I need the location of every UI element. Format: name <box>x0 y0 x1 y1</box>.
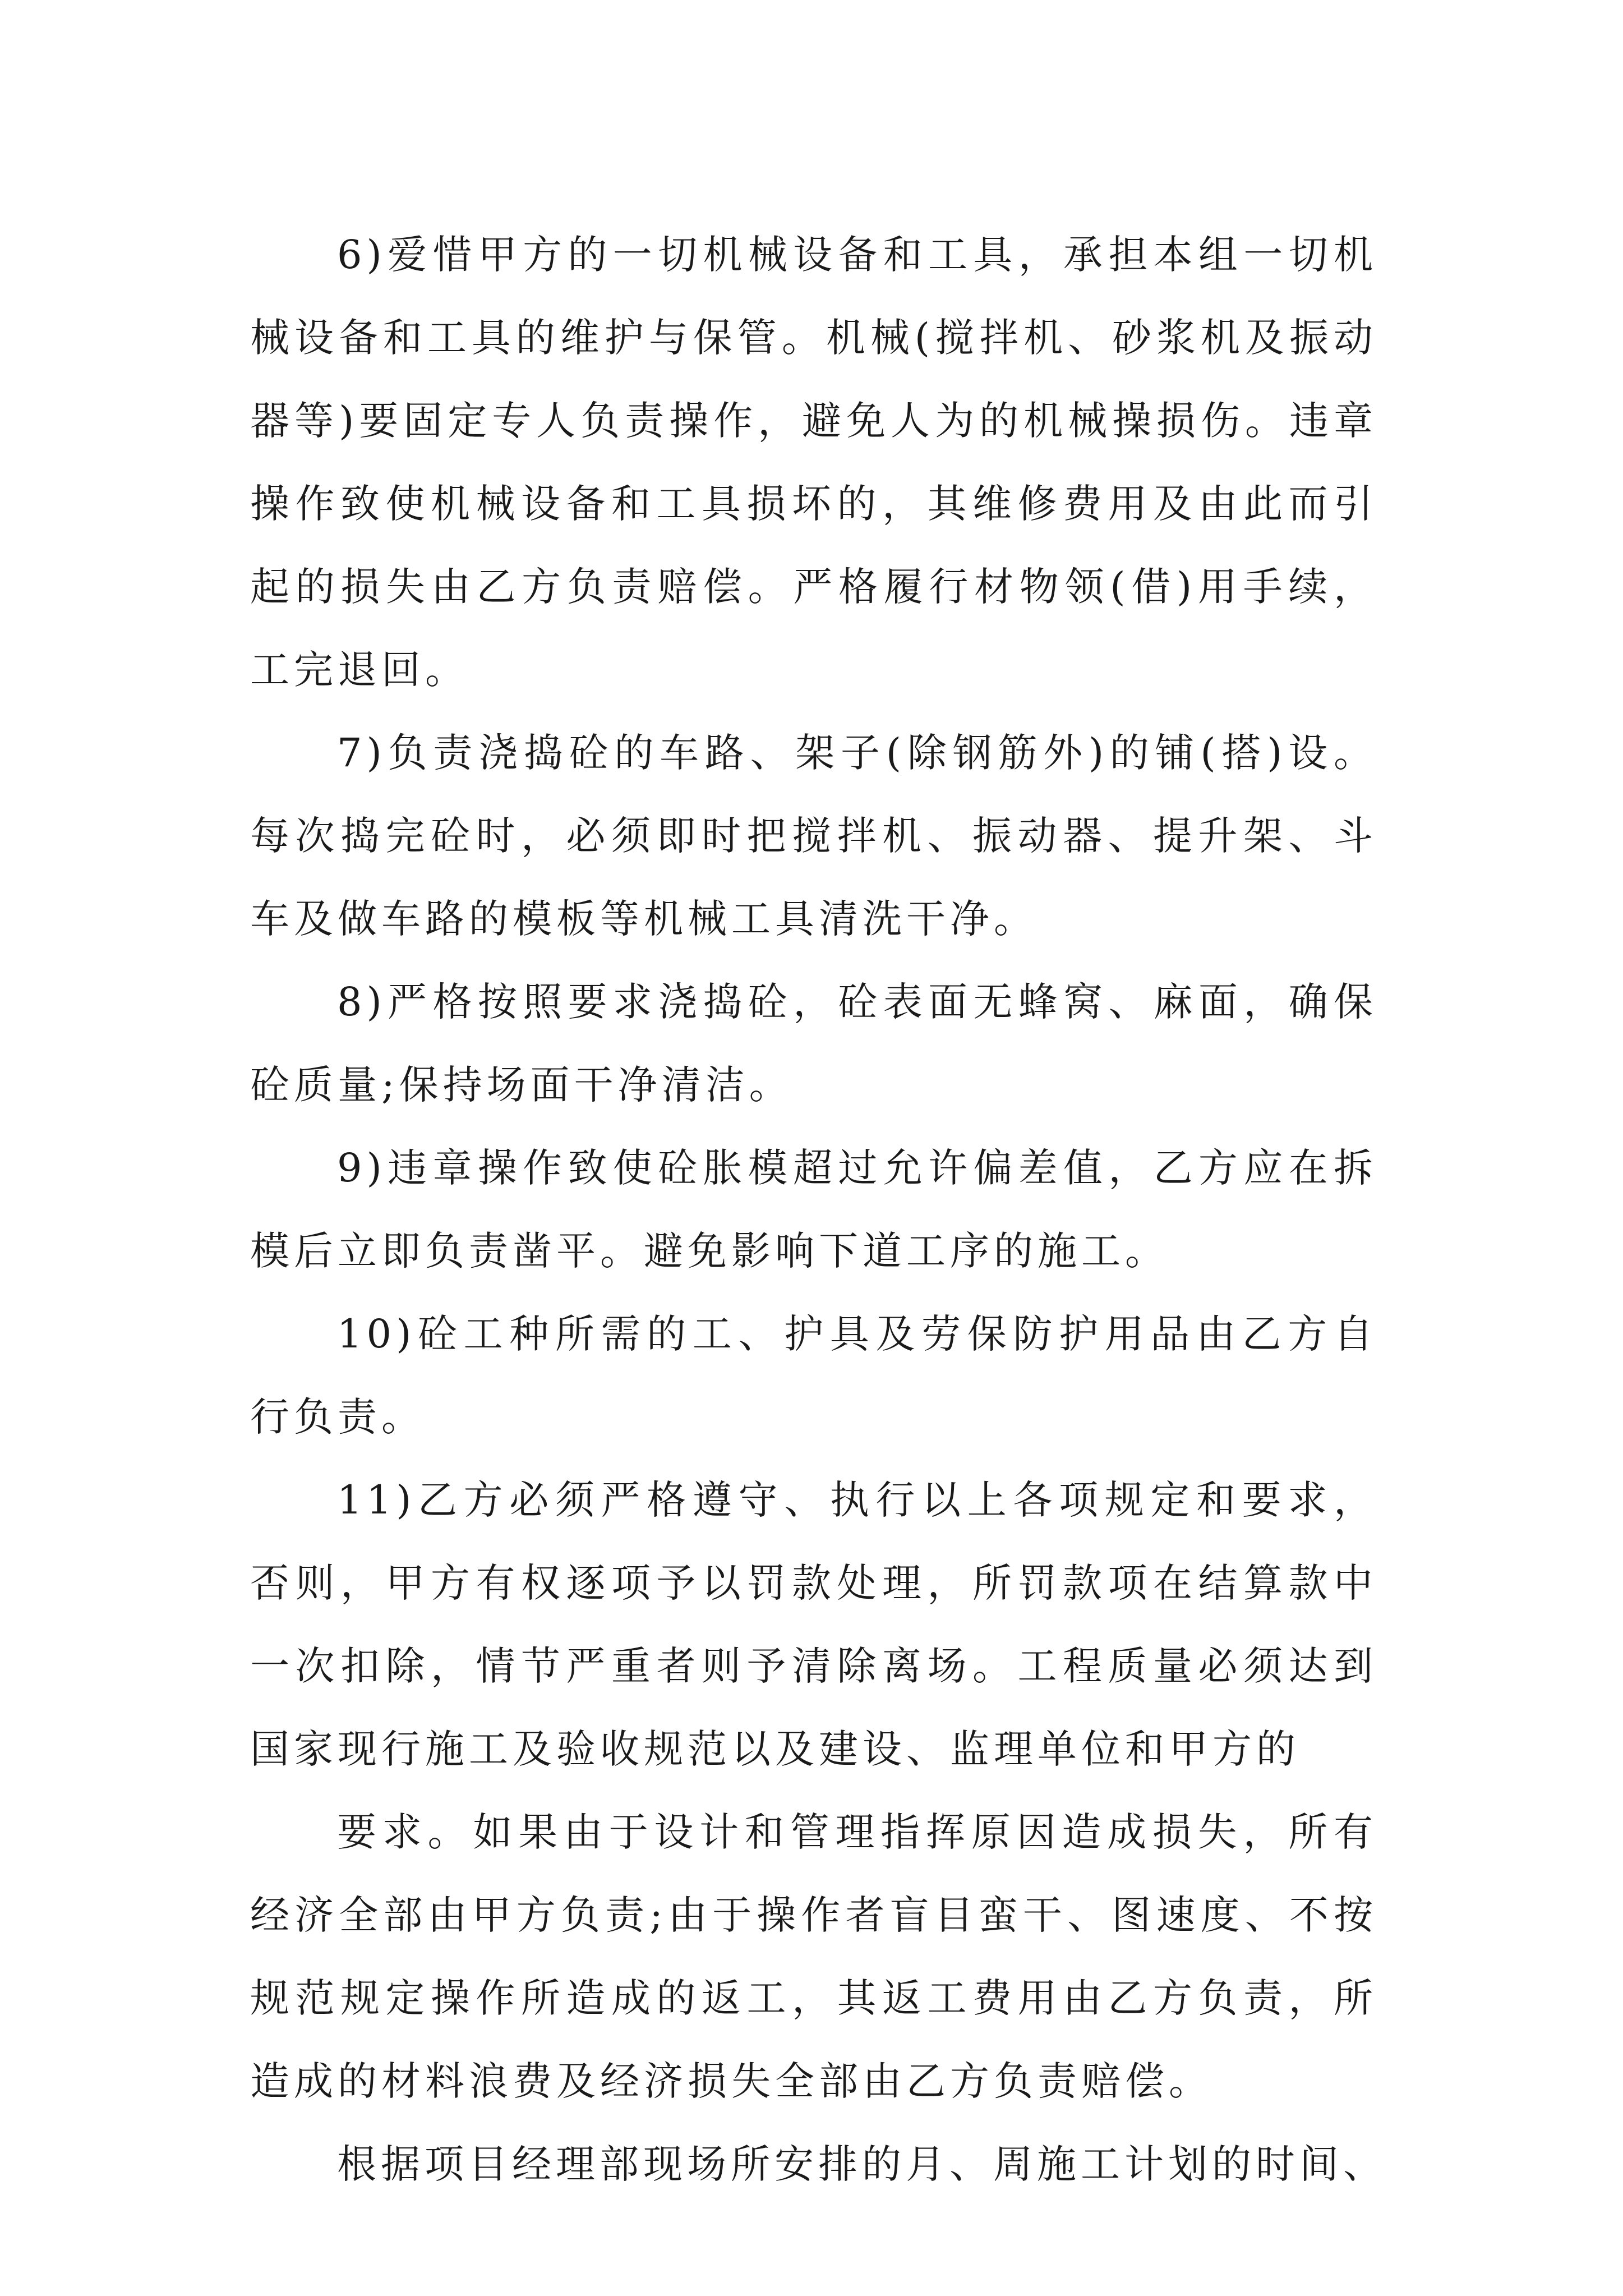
paragraph-6: 6)爱惜甲方的一切机械设备和工具，承担本组一切机械设备和工具的维护与保管。机械(搅拌机、砂浆机及振动器等)要固定专人负责操作，避免人为的机械操损伤。违章操作致使机械设备和工具损坏的，其维修费用及由此而引起的损失由乙方负责赔偿。严格履行材物领(借)用手续，工完退回。 <box>250 232 1377 693</box>
paragraph-11: 11)乙方必须严格遵守、执行以上各项规定和要求，否则，甲方有权逐项予以罚款处理，所罚款项在结算款中一次扣除，情节严重者则予清除离场。工程质量必须达到国家现行施工及验收规范以及建设、监理单位和甲方的 <box>250 1477 1377 1772</box>
paragraph-9: 9)违章操作致使砼胀模超过允许偏差值，乙方应在拆模后立即负责凿平。避免影响下道工序的施工。 <box>250 1145 1377 1274</box>
paragraph-schedule: 根据项目经理部现场所安排的月、周施工计划的时间、 <box>337 2141 1387 2187</box>
paragraph-8: 8)严格按照要求浇捣砼，砼表面无蜂窝、麻面，确保砼质量;保持场面干净清洁。 <box>250 979 1377 1108</box>
paragraph-10: 10)砼工种所需的工、护具及劳保防护用品由乙方自行负责。 <box>250 1311 1377 1440</box>
paragraph-continuation: 要求。如果由于设计和管理指挥原因造成损失，所有经济全部由甲方负责;由于操作者盲目蛮干、图速度、不按规范规定操作所造成的返工，其返工费用由乙方负责，所造成的材料浪费及经济损失全部由乙方负责赔偿。 <box>250 1809 1377 2104</box>
body-text <box>250 213 1387 2206</box>
paragraph-7: 7)负责浇捣砼的车路、架子(除钢筋外)的铺(搭)设。每次捣完砼时，必须即时把搅拌机、振动器、提升架、斗车及做车路的模板等机械工具清洗干净。 <box>250 730 1377 942</box>
